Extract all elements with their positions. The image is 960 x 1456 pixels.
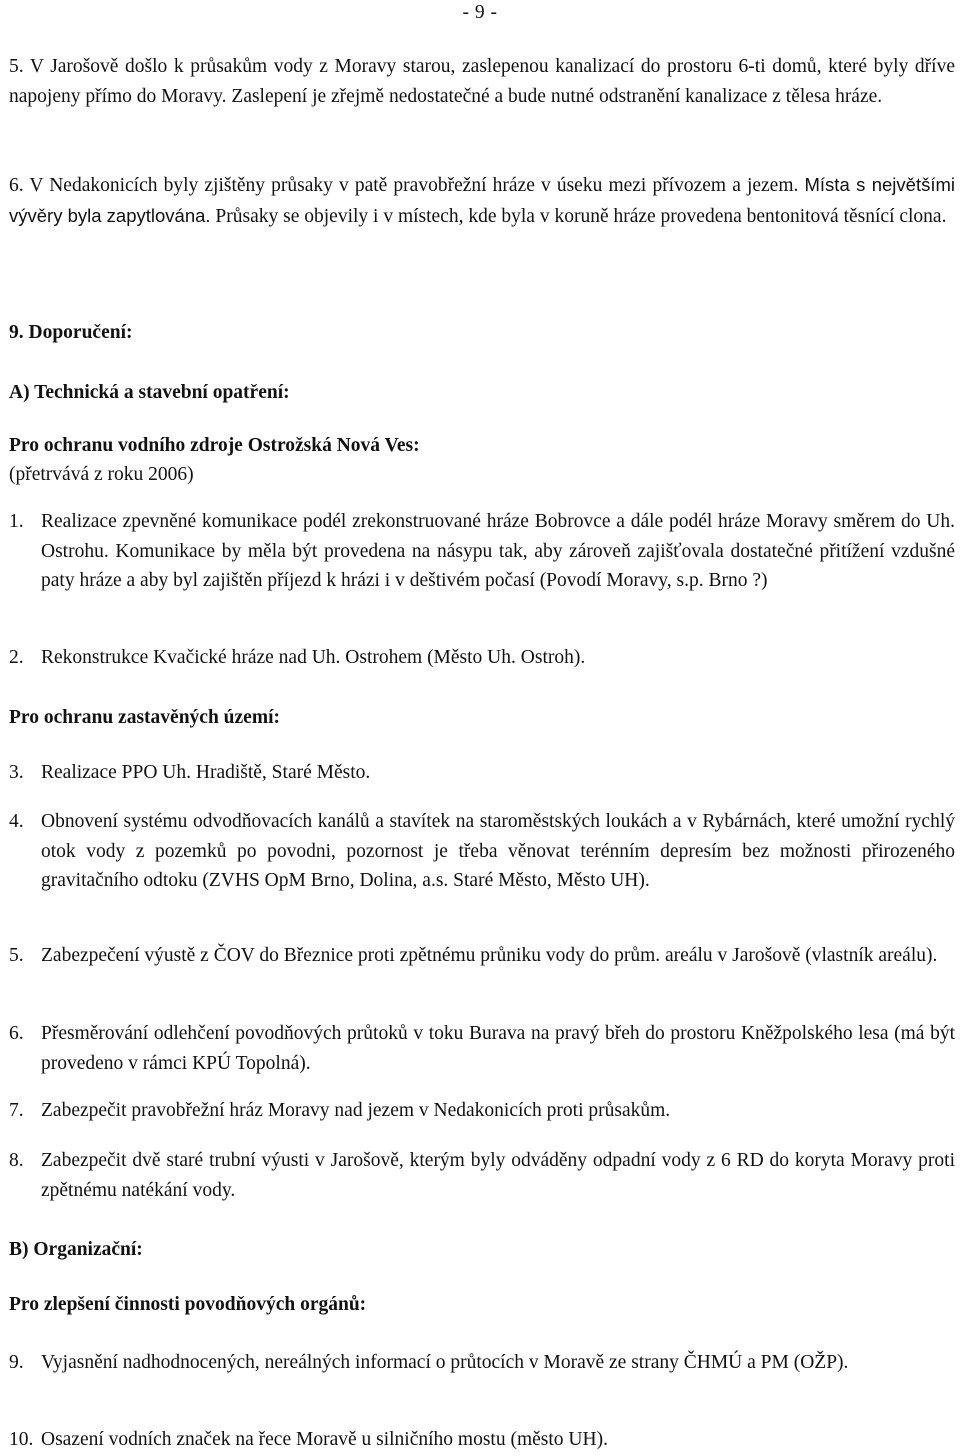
list-item-number: 7. [9,1100,24,1121]
list-item-text: Přesměrování odlehčení povodňových průtoků v toku Burava na pravý břeh do prostoru Kněžpolského lesa (má být provedeno v rámci KPÚ Topolná). [41,1023,955,1074]
list-item-text: Realizace zpevněné komunikace podél zrekonstruované hráze Bobrovce a dále podél hráze Moravy směrem do Uh. Ostrohu. Komunikace by měla být provedena na násypu tak, aby zároveň zajišťovala dostatečné přitížení vzdušné paty hráze a aby byl zajištěn příjezd k hrázi i v deštivém počasí (Povodí Moravy, s.p. Brno ?) [41,511,955,592]
list-item-text: Zabezpečit dvě staré trubní výusti v Jarošově, kterým byly odváděny odpadní vody z 6 RD do koryta Moravy proti zpětnému natékání vody. [41,1150,955,1201]
list-item [9,1348,955,1378]
list-item-number: 10. [9,1429,34,1450]
section-heading: 9. Doporučení: [9,322,133,343]
paragraph-6-part3: Průsaky se objevily i v místech, kde byla v koruně hráze provedena bentonitová těsnící clona. [210,205,947,227]
list-item [9,643,955,673]
group-title-flood-authorities: Pro zlepšení činnosti povodňových orgánů: [9,1294,367,1315]
list-item [9,1096,955,1126]
paragraph-6-part2: Místa s největšími vývěry byla zapytlována. [9,174,956,226]
list-item-number: 9. [9,1352,24,1373]
paragraph-6 [9,170,955,231]
list-item [9,507,955,596]
list-item-number: 2. [9,647,24,668]
list-item-text: Zabezpečení výustě z ČOV do Březnice proti zpětnému průniku vody do prům. areálu v Jarošově (vlastník areálu). [41,945,938,966]
paragraph-6-part1: 6. V Nedakonicích byly zjištěny průsaky v patě pravobřežní hráze v úseku mezi přívozem a jezem. [9,175,805,196]
group-title-built-areas: Pro ochranu zastavěných území: [9,707,280,728]
list-item-text: Realizace PPO Uh. Hradiště, Staré Město. [41,762,371,783]
list-item-text: Rekonstrukce Kvačické hráze nad Uh. Ostrohem (Město Uh. Ostroh). [41,647,586,668]
list-item-number: 3. [9,762,24,783]
list-item [9,1146,955,1205]
list-item [9,941,955,971]
list-item [9,807,955,896]
list-item-number: 1. [9,511,24,532]
list-item-number: 4. [9,811,24,832]
list-item-number: 8. [9,1150,24,1171]
subheading-b: B) Organizační: [9,1239,143,1260]
list-item [9,1425,955,1455]
list-item-text: Osazení vodních značek na řece Moravě u silničního mostu (město UH). [41,1429,608,1450]
list-item-text: Zabezpečit pravobřežní hráz Moravy nad jezem v Nedakonicích proti průsakům. [41,1100,671,1121]
list-item [9,758,955,788]
group-note: (přetrvává z roku 2006) [9,464,194,485]
subheading-a: A) Technická a stavební opatření: [9,382,290,403]
list-item-text: Vyjasnění nadhodnocených, nereálných informací o průtocích v Moravě ze strany ČHMÚ a PM (OŽP). [41,1352,849,1373]
list-item [9,1019,955,1078]
group-title-water-source: Pro ochranu vodního zdroje Ostrožská Nová Ves: [9,435,420,456]
list-item-number: 6. [9,1023,24,1044]
paragraph-5: 5. V Jarošově došlo k průsakům vody z Moravy starou, zaslepenou kanalizací do prostoru 6-ti domů, které byly dříve napojeny přímo do Moravy. Zaslepení je zřejmě nedostatečné a bude nutné odstranění kanalizace z tělesa hráze. [9,56,955,107]
page-number: - 9 - [462,2,498,23]
list-item-text: Obnovení systému odvodňovacích kanálů a stavítek na staroměstských loukách a v Rybárnách, které umožní rychlý otok vody z pozemků po povodni, pozornost je třeba věnovat terénním depresím bez možnosti přirozeného gravitačního odtoku (ZVHS OpM Brno, Dolina, a.s. Staré Město, Město UH). [41,811,955,892]
list-item-number: 5. [9,945,24,966]
